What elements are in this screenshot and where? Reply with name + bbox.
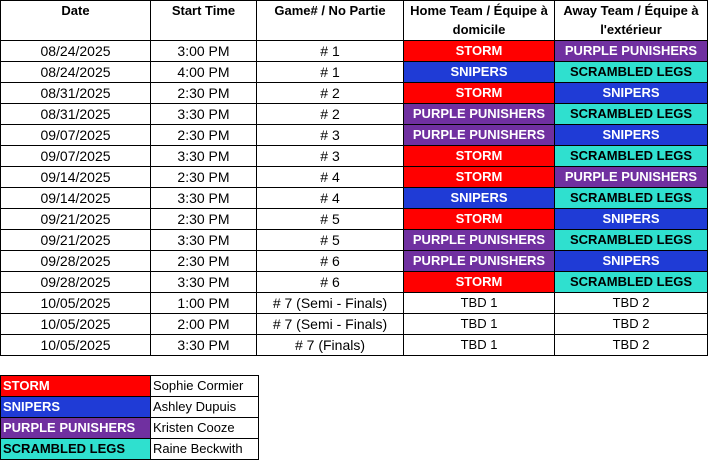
game-date: 08/31/2025 (1, 104, 151, 125)
game-date: 09/14/2025 (1, 167, 151, 188)
game-number: # 7 (Finals) (257, 335, 404, 356)
game-date: 10/05/2025 (1, 335, 151, 356)
game-start-time: 3:30 PM (151, 272, 257, 293)
game-date: 09/28/2025 (1, 251, 151, 272)
home-team: STORM (404, 146, 555, 167)
away-team: SCRAMBLED LEGS (555, 146, 708, 167)
away-team: TBD 2 (555, 335, 708, 356)
home-team: STORM (404, 209, 555, 230)
table-row (1, 230, 708, 251)
game-date: 09/07/2025 (1, 146, 151, 167)
legend-row (1, 439, 259, 460)
game-date: 08/24/2025 (1, 41, 151, 62)
away-team: SCRAMBLED LEGS (555, 104, 708, 125)
table-row (1, 167, 708, 188)
team-legend-table (0, 375, 259, 460)
table-row (1, 104, 708, 125)
game-date: 09/14/2025 (1, 188, 151, 209)
game-number: # 3 (257, 146, 404, 167)
game-date: 09/07/2025 (1, 125, 151, 146)
game-start-time: 2:30 PM (151, 83, 257, 104)
game-start-time: 4:00 PM (151, 62, 257, 83)
legend-body (1, 376, 259, 460)
legend-row (1, 376, 259, 397)
game-number: # 5 (257, 230, 404, 251)
game-number: # 7 (Semi - Finals) (257, 293, 404, 314)
game-start-time: 2:30 PM (151, 125, 257, 146)
home-team: STORM (404, 272, 555, 293)
game-number: # 7 (Semi - Finals) (257, 314, 404, 335)
home-team: STORM (404, 167, 555, 188)
header-start-time: Start Time (151, 1, 257, 41)
game-date: 09/28/2025 (1, 272, 151, 293)
home-team: TBD 1 (404, 335, 555, 356)
table-row (1, 188, 708, 209)
home-team: PURPLE PUNISHERS (404, 125, 555, 146)
away-team: SNIPERS (555, 125, 708, 146)
home-team: SNIPERS (404, 62, 555, 83)
table-row (1, 125, 708, 146)
header-game: Game# / No Partie (257, 1, 404, 41)
away-team: SCRAMBLED LEGS (555, 62, 708, 83)
away-team: SCRAMBLED LEGS (555, 188, 708, 209)
table-row (1, 83, 708, 104)
game-start-time: 3:30 PM (151, 146, 257, 167)
game-start-time: 3:30 PM (151, 188, 257, 209)
game-start-time: 3:30 PM (151, 230, 257, 251)
game-number: # 1 (257, 41, 404, 62)
away-team: SCRAMBLED LEGS (555, 272, 708, 293)
table-row (1, 251, 708, 272)
game-start-time: 2:00 PM (151, 314, 257, 335)
game-date: 09/21/2025 (1, 230, 151, 251)
away-team: TBD 2 (555, 293, 708, 314)
legend-team: STORM (1, 376, 151, 397)
header-home-team: Home Team / Équipe à domicile (404, 1, 555, 41)
game-date: 10/05/2025 (1, 314, 151, 335)
away-team: PURPLE PUNISHERS (555, 167, 708, 188)
legend-coach: Raine Beckwith (151, 439, 259, 460)
home-team: PURPLE PUNISHERS (404, 251, 555, 272)
legend-coach: Kristen Cooze (151, 418, 259, 439)
game-number: # 4 (257, 188, 404, 209)
away-team: SNIPERS (555, 209, 708, 230)
table-row (1, 41, 708, 62)
home-team: PURPLE PUNISHERS (404, 104, 555, 125)
header-row (1, 1, 708, 41)
home-team: STORM (404, 41, 555, 62)
game-number: # 4 (257, 167, 404, 188)
game-number: # 1 (257, 62, 404, 83)
game-number: # 2 (257, 104, 404, 125)
legend-coach: Sophie Cormier (151, 376, 259, 397)
table-row (1, 209, 708, 230)
game-start-time: 3:00 PM (151, 41, 257, 62)
legend-team: SNIPERS (1, 397, 151, 418)
game-date: 08/31/2025 (1, 83, 151, 104)
home-team: STORM (404, 83, 555, 104)
home-team: SNIPERS (404, 188, 555, 209)
home-team: TBD 1 (404, 314, 555, 335)
schedule-body (1, 41, 708, 356)
legend-row (1, 397, 259, 418)
home-team: PURPLE PUNISHERS (404, 230, 555, 251)
away-team: SNIPERS (555, 83, 708, 104)
legend-coach: Ashley Dupuis (151, 397, 259, 418)
table-row (1, 272, 708, 293)
table-row (1, 335, 708, 356)
home-team: TBD 1 (404, 293, 555, 314)
legend-team: SCRAMBLED LEGS (1, 439, 151, 460)
game-number: # 2 (257, 83, 404, 104)
game-number: # 6 (257, 251, 404, 272)
away-team: PURPLE PUNISHERS (555, 41, 708, 62)
game-start-time: 1:00 PM (151, 293, 257, 314)
game-date: 09/21/2025 (1, 209, 151, 230)
game-start-time: 2:30 PM (151, 167, 257, 188)
table-row (1, 62, 708, 83)
header-away-team: Away Team / Équipe à l'extérieur (555, 1, 708, 41)
table-row (1, 314, 708, 335)
table-row (1, 146, 708, 167)
away-team: SCRAMBLED LEGS (555, 230, 708, 251)
game-number: # 5 (257, 209, 404, 230)
game-date: 10/05/2025 (1, 293, 151, 314)
legend-row (1, 418, 259, 439)
table-row (1, 293, 708, 314)
legend-team: PURPLE PUNISHERS (1, 418, 151, 439)
game-date: 08/24/2025 (1, 62, 151, 83)
away-team: SNIPERS (555, 251, 708, 272)
game-start-time: 2:30 PM (151, 251, 257, 272)
game-start-time: 2:30 PM (151, 209, 257, 230)
away-team: TBD 2 (555, 314, 708, 335)
header-date: Date (1, 1, 151, 41)
game-number: # 3 (257, 125, 404, 146)
game-start-time: 3:30 PM (151, 335, 257, 356)
game-number: # 6 (257, 272, 404, 293)
game-start-time: 3:30 PM (151, 104, 257, 125)
